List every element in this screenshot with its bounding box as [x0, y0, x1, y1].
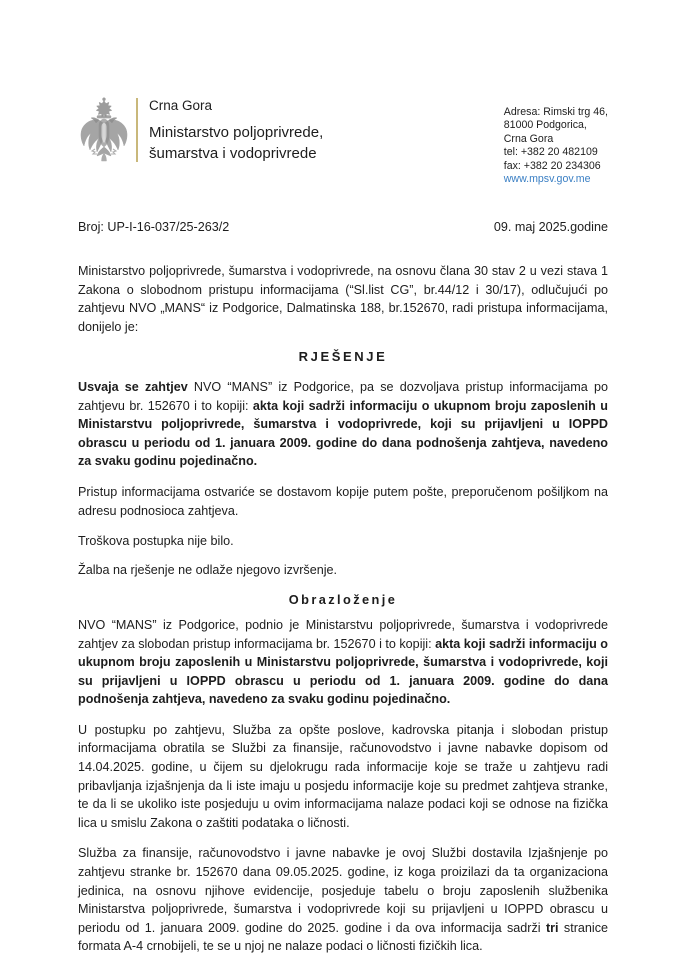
explanation-p3-pre: Služba za finansije, računovodstvo i javne nabavke je ovoj Službi dostavila Izjašnjenje po zahtjevu stranke br. 152670 dana 09.05.2025. godine, iz koga proizilazi da ta organizaciona jedinica, na osnovu njihove evidencije, posjeduje tabelu o broju zaposlenih službenika Ministarstva poljoprivrede, šumarstva i vodoprivrede koji su prijavljeni u IOPPD obrascu u periodu od 1. januara 2009. godine do 2025. godine i da ova informacija sadrži — [78, 846, 608, 935]
country-name: Crna Gora — [149, 98, 213, 113]
decision-bold-body: akta koji sadrži informaciju o ukupnom broju zaposlenih u Ministarstvu poljoprivrede, šumarstva i vodoprivrede, koji su prijavljeni u IOPPD obrascu u periodu od 1. januara 2009. godine do dana podnošenja zahtjeva, navedeno za svaku godinu pojedinačno. — [78, 398, 608, 469]
address-fax: fax: +382 20 234306 — [503, 159, 601, 172]
explanation-paragraph-3 — [78, 844, 608, 956]
address-city: 81000 Podgorica, — [503, 119, 587, 132]
document-body — [78, 262, 608, 956]
brand-divider — [136, 98, 138, 162]
appeal-paragraph: Žalba na rješenje ne odlaže njegovo izvršenje. — [78, 562, 338, 577]
decision-bold-lead: Usvaja se zahtjev — [78, 379, 188, 394]
montenegro-coat-of-arms-icon — [78, 96, 130, 164]
costs-paragraph: Troškova postupka nije bilo. — [78, 534, 234, 549]
explanation-p1-bold: akta koji sadrži informaciju o ukupnom broju zaposlenih u Ministarstvu poljoprivrede, šumarstva i vodoprivrede, koji su prijavljeni u IOPPD obrascu u periodu od 1. januara 2009. godine do dana podnošenja zahtjeva, navedeno za svaku godinu pojedinačno. — [78, 636, 608, 707]
decision-paragraph — [78, 378, 608, 471]
ministry-name-block — [149, 96, 323, 164]
decision-mid-text: NVO “MANS” iz Podgorice, pa se dozvoljava pristup informacijama po zahtjevu br. 152670 i to kopiji: — [78, 379, 608, 413]
address-street: Adresa: Rimski trg 46, — [503, 106, 608, 118]
document-date: 09. maj 2025.godine — [493, 220, 608, 234]
explanation-p3-bold: tri — [545, 920, 559, 935]
intro-paragraph: Ministarstvo poljoprivrede, šumarstva i vodoprivrede, na osnovu člana 30 stav 2 u vezi stava 1 Zakona o slobodnom pristupu informacijama (“Sl.list CG”, br.44/12 i 30/17), odlučujući po zahtjevu NVO „MANS“ iz Podgorice, Dalmatinska 188, br.152670, radi pristupa informacijama, donijelo je: — [78, 264, 608, 334]
explanation-p1-lead: NVO “MANS” iz Podgorice, podnio je Ministarstvu poljoprivrede, šumarstva i vodoprivrede zahtjev za slobodan pristup informacijama br. 152670 i to kopiji: — [78, 617, 608, 651]
address-country: Crna Gora — [503, 132, 554, 145]
decision-heading: RJEŠENJE — [298, 349, 388, 365]
ministry-name-line-1: Ministarstvo poljoprivrede, — [149, 124, 324, 141]
explanation-p3-post: stranice formata A-4 crnobijeli, te se u njoj ne nalaze podaci o ličnosti fizičkih lica. — [78, 920, 608, 954]
document-number: Broj: UP-I-16-037/25-263/2 — [78, 220, 230, 234]
ministry-name-line-2: šumarstva i vodoprivrede — [149, 144, 317, 162]
letterhead — [78, 96, 608, 186]
explanation-paragraph-2: U postupku po zahtjevu, Služba za opšte poslove, kadrovska pitanja i slobodan pristup informacijama obratila se Službi za finansije, računovodstvo i javne nabavke dopisom od 14.04.2025. godine, u čijem su djelokrugu rada informacije koje se traže u zahtjevu radi pribavljanja izjašnjenja da li iste imaju u posjedu informacije koje su predmet zahtjeva stranke, te da li se ukoliko iste posjeduju u ovim informacijama nalaze podaci koji se odnose na fizička lica u smislu Zakona o zaštiti podataka o ličnosti. — [78, 722, 608, 830]
ministry-branding — [78, 96, 323, 164]
explanation-heading: Obrazloženje — [288, 592, 398, 608]
address-telephone: tel: +382 20 482109 — [503, 146, 598, 159]
delivery-paragraph: Pristup informacijama ostvariće se dostavom kopije putem pošte, preporučenom pošiljkom na adresu podnosioca zahtjeva. — [78, 484, 608, 518]
address-website-link[interactable]: www.mpsv.gov.me — [503, 173, 591, 186]
explanation-paragraph-1 — [78, 616, 608, 709]
reference-line — [78, 219, 608, 236]
address-block — [504, 96, 608, 186]
